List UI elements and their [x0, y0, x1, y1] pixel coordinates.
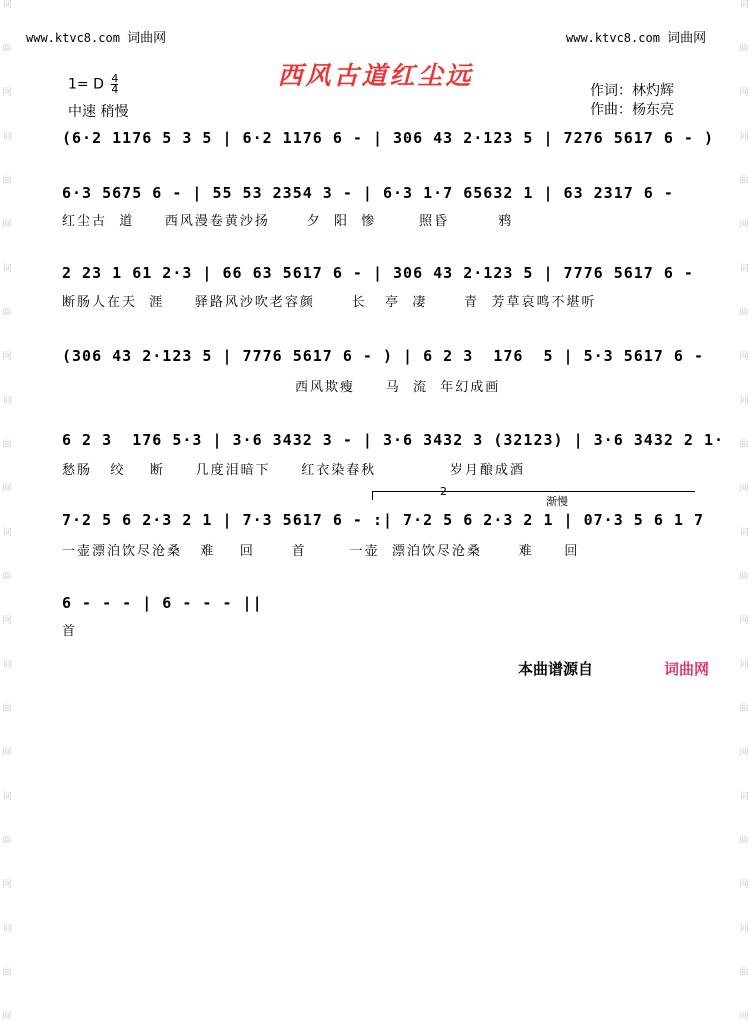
watermark-char: 词: [739, 396, 749, 406]
time-bottom: 4: [111, 83, 119, 96]
watermark-char: 网: [739, 484, 749, 494]
watermark-column-left: [0, 0, 14, 1022]
watermark-char: 网: [739, 748, 749, 758]
watermark-char: 词: [739, 660, 749, 670]
watermark-char: 曲: [739, 308, 749, 318]
watermark-char: 曲: [739, 176, 749, 186]
watermark-char: 词: [739, 0, 749, 10]
watermark-char: 网: [739, 88, 749, 98]
score-line-2-lyrics: 红尘古 道 西风漫卷黄沙扬 夕 阳 惨 照昏 鸦: [62, 214, 514, 229]
score-line-5-notes: 6 2 3 176 5·3 | 3·6 3432 3 - | 3·6 3432 3 (32123) | 3·6 3432 2 1·: [62, 431, 725, 449]
composer-credit: 作曲：杨东亮: [590, 102, 674, 118]
watermark-char: 词: [739, 132, 749, 142]
site-header-left[interactable]: [26, 27, 166, 46]
footer-site-link[interactable]: 词曲网: [664, 660, 710, 678]
site-name[interactable]: 词曲网: [127, 31, 167, 46]
song-title: 西风古道红尘远: [277, 61, 474, 90]
watermark-char: 词: [2, 528, 12, 538]
score-line-6-notes: 7·2 5 6 2·3 2 1 | 7·3 5617 6 - :| 7·2 5 6 2·3 2 1 | 07·3 5 6 1 7: [62, 511, 704, 529]
site-header-right[interactable]: [566, 27, 706, 46]
watermark-char: 网: [2, 748, 12, 758]
watermark-char: 曲: [2, 704, 12, 714]
site-url[interactable]: www.ktvc8.com: [26, 31, 120, 45]
volta-number: 2: [440, 485, 447, 498]
site-url[interactable]: www.ktvc8.com: [566, 31, 660, 45]
watermark-char: 网: [739, 616, 749, 626]
watermark-char: 曲: [739, 704, 749, 714]
watermark-char: 词: [2, 132, 12, 142]
watermark-char: 词: [739, 792, 749, 802]
watermark-char: 网: [2, 1012, 12, 1022]
watermark-char: 词: [2, 792, 12, 802]
watermark-char: 网: [739, 220, 749, 230]
time-top: 4: [111, 72, 119, 85]
watermark-char: 词: [2, 0, 12, 10]
watermark-char: 网: [739, 1012, 749, 1022]
score-line-3-notes: 2 23 1 61 2·3 | 66 63 5617 6 - | 306 43 2·123 5 | 7776 5617 6 -: [62, 264, 694, 282]
watermark-char: 网: [739, 880, 749, 890]
watermark-char: 网: [2, 484, 12, 494]
score-line-1-notes: (6·2 1176 5 3 5 | 6·2 1176 6 - | 306 43 2·123 5 | 7276 5617 6 - ): [62, 129, 714, 147]
watermark-char: 词: [739, 528, 749, 538]
key-signature: [68, 74, 118, 95]
watermark-char: 词: [739, 264, 749, 274]
watermark-char: 曲: [739, 836, 749, 846]
watermark-char: 曲: [739, 572, 749, 582]
watermark-char: 网: [2, 88, 12, 98]
score-line-4-lyrics: 西风欺瘦 马 流 年幻成画: [62, 380, 501, 395]
site-name[interactable]: 词曲网: [667, 31, 707, 46]
score-line-4-notes: (306 43 2·123 5 | 7776 5617 6 - ) | 6 2 3 176 5 | 5·3 5617 6 -: [62, 347, 704, 365]
watermark-column-right: [737, 0, 751, 1022]
watermark-char: 词: [2, 924, 12, 934]
watermark-char: 词: [2, 660, 12, 670]
watermark-char: 词: [739, 924, 749, 934]
time-signature: [111, 74, 118, 95]
watermark-char: 网: [2, 880, 12, 890]
watermark-char: 曲: [2, 308, 12, 318]
watermark-char: 词: [2, 396, 12, 406]
key-label: 1= D: [68, 76, 104, 93]
watermark-char: 曲: [2, 176, 12, 186]
watermark-char: 曲: [2, 44, 12, 54]
watermark-char: 曲: [739, 440, 749, 450]
footer-source-label: 本曲谱源自: [518, 660, 594, 678]
tempo-marking: 中速 稍慢: [68, 104, 129, 120]
watermark-char: 曲: [739, 44, 749, 54]
score-line-7-notes: 6 - - - | 6 - - - ||: [62, 594, 263, 612]
watermark-char: 网: [2, 220, 12, 230]
lyricist-credit: 作词：林灼辉: [590, 83, 674, 99]
watermark-char: 曲: [2, 836, 12, 846]
watermark-char: 曲: [2, 572, 12, 582]
score-line-2-notes: 6·3 5675 6 - | 55 53 2354 3 - | 6·3 1·7 65632 1 | 63 2317 6 -: [62, 184, 674, 202]
score-line-3-lyrics: 断肠人在天 涯 驿路风沙吹老容颜 长 亭 凄 青 芳草哀鸣不堪听: [62, 295, 597, 310]
watermark-char: 网: [2, 616, 12, 626]
ritardando-mark: 渐慢: [546, 495, 568, 508]
score-line-7-lyrics: 首: [62, 624, 78, 639]
watermark-char: 网: [739, 352, 749, 362]
watermark-char: 词: [2, 264, 12, 274]
watermark-char: 曲: [2, 440, 12, 450]
score-line-5-lyrics: 愁肠 绞 断 几度泪暗下 红衣染春秋 岁月酿成酒: [62, 463, 525, 478]
watermark-char: 曲: [2, 968, 12, 978]
score-line-6-lyrics: 一壶漂泊饮尽沧桑 难 回 首 一壶 漂泊饮尽沧桑 难 回: [62, 544, 580, 559]
watermark-char: 网: [2, 352, 12, 362]
watermark-char: 曲: [739, 968, 749, 978]
volta-bracket: [372, 491, 695, 500]
